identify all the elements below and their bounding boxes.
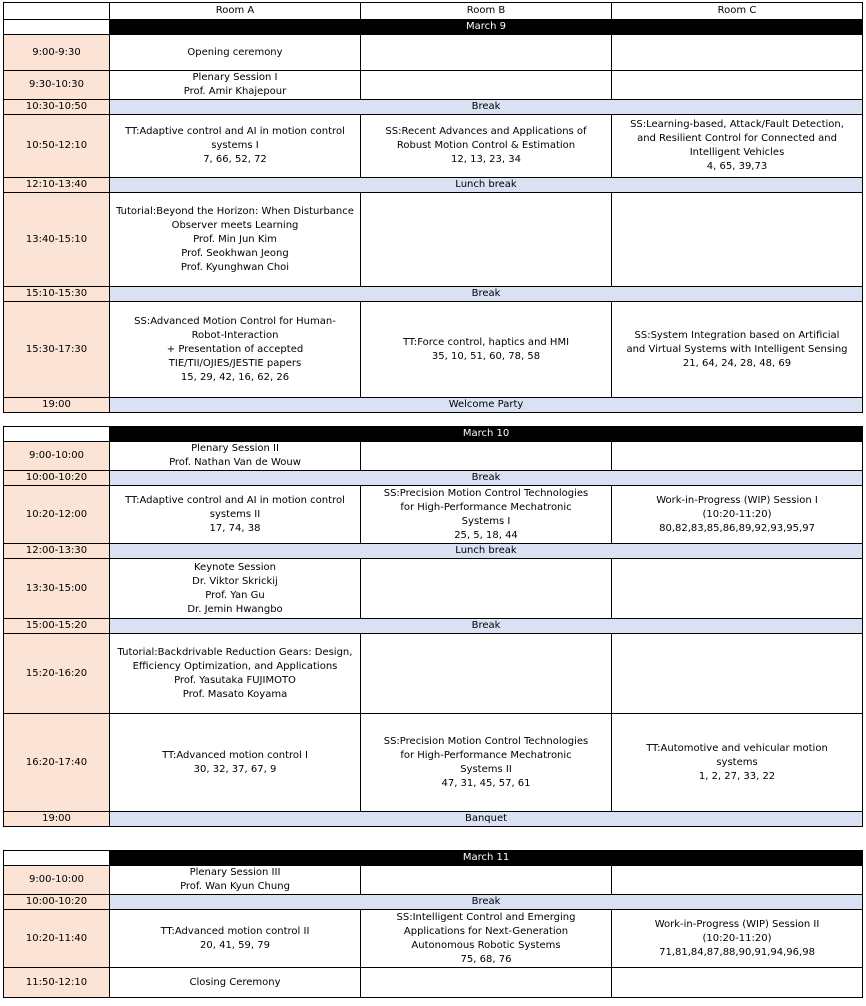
break-row <box>4 178 863 193</box>
session-text-line: Plenary Session I <box>192 72 278 83</box>
session-text-line: Systems II <box>460 763 512 775</box>
session-text-line: SS:Recent Advances and Applications of <box>385 126 587 137</box>
session-text-line: TT:Adaptive control and AI in motion control <box>125 126 345 137</box>
session-text-line: 47, 31, 45, 57, 61 <box>441 777 531 789</box>
time-slot: 13:40-15:10 <box>4 193 110 287</box>
session-cell-room-a <box>110 714 361 812</box>
time-slot: 10:00-10:20 <box>4 471 110 486</box>
session-text-line: Dr. Jemin Hwangbo <box>187 603 283 615</box>
session-cell-room-b <box>361 115 612 178</box>
session-text-line: SS:Advanced Motion Control for Human- <box>134 315 336 327</box>
session-cell-room-c <box>612 866 863 895</box>
time-slot: 15:20-16:20 <box>4 634 110 714</box>
break-row <box>4 471 863 486</box>
session-cell-room-b <box>361 193 612 287</box>
session-text-line: Robot-Interaction <box>191 329 279 341</box>
session-cell-room-c <box>612 35 863 71</box>
day-header-blank <box>4 427 110 442</box>
session-text-line: 12, 13, 23, 34 <box>451 154 521 165</box>
time-slot: 10:20-12:00 <box>4 486 110 544</box>
time-slot: 10:50-12:10 <box>4 115 110 178</box>
time-slot: 10:20-11:40 <box>4 910 110 968</box>
session-cell-room-b <box>361 442 612 471</box>
session-text-line: 30, 32, 37, 67, 9 <box>193 763 277 775</box>
session-cell-room-c <box>612 442 863 471</box>
session-text-line: Plenary Session II <box>191 443 279 454</box>
session-cell-room-c <box>612 714 863 812</box>
break-row <box>4 398 863 413</box>
room-header-a: Room A <box>110 3 361 20</box>
session-cell-room-a <box>110 193 361 287</box>
session-text-line: SS:Intelligent Control and Emerging <box>396 911 576 923</box>
break-label: Banquet <box>110 812 863 827</box>
session-text-line: Dr. Viktor Skrickij <box>192 575 278 587</box>
session-text-line: Prof. Yasutaka FUJIMOTO <box>174 674 296 686</box>
time-slot: 19:00 <box>4 812 110 827</box>
session-text-line: Prof. Nathan Van de Wouw <box>169 457 301 468</box>
break-label: Welcome Party <box>110 398 863 413</box>
session-cell-room-a <box>110 442 361 471</box>
session-row <box>4 714 863 812</box>
schedule-table-day2 <box>3 426 863 827</box>
session-text-line: Tutorial:Beyond the Horizon: When Disturbance <box>116 205 354 217</box>
time-slot: 11:50-12:10 <box>4 968 110 998</box>
break-row <box>4 619 863 634</box>
session-text-line: Work-in-Progress (WIP) Session II <box>654 918 820 930</box>
session-row <box>4 115 863 178</box>
session-cell-room-c <box>612 115 863 178</box>
session-text-line: + Presentation of accepted <box>166 343 304 355</box>
session-text-line: Intelligent Vehicles <box>689 147 785 158</box>
session-text-line: TT:Advanced motion control I <box>162 749 308 761</box>
break-label: Lunch break <box>110 544 863 559</box>
session-cell-room-c <box>612 968 863 998</box>
session-cell-room-b <box>361 559 612 619</box>
session-cell-room-c <box>612 486 863 544</box>
day-date: March 10 <box>110 427 863 442</box>
break-label: Break <box>110 471 863 486</box>
session-text-line: (10:20-11:20) <box>702 508 772 520</box>
session-text-line: SS:Precision Motion Control Technologies <box>383 487 589 499</box>
time-slot: 16:20-17:40 <box>4 714 110 812</box>
session-row <box>4 968 863 998</box>
session-text-line: SS:Precision Motion Control Technologies <box>383 735 589 747</box>
break-label: Break <box>110 287 863 302</box>
session-text-line: and Virtual Systems with Intelligent Sensing <box>626 343 848 355</box>
session-cell-room-a <box>110 35 361 71</box>
session-cell-room-c <box>612 302 863 398</box>
session-cell-room-c <box>612 910 863 968</box>
session-text-line: 17, 74, 38 <box>209 522 261 534</box>
session-cell-room-c <box>612 193 863 287</box>
session-text-line: 80,82,83,85,86,89,92,93,95,97 <box>659 522 815 534</box>
session-text-line: Prof. Wan Kyun Chung <box>180 881 290 892</box>
session-text-line: Applications for Next-Generation <box>403 925 569 937</box>
session-text-line: (10:20-11:20) <box>702 932 772 944</box>
session-cell-room-b <box>361 968 612 998</box>
session-cell-room-a <box>110 968 361 998</box>
session-text-line: and Resilient Control for Connected and <box>637 133 837 144</box>
time-slot: 9:00-9:30 <box>4 35 110 71</box>
session-cell-room-b <box>361 866 612 895</box>
session-text-line: SS:Learning-based, Attack/Fault Detection, <box>630 119 844 130</box>
break-row <box>4 544 863 559</box>
day-date: March 9 <box>110 20 863 35</box>
time-slot: 15:30-17:30 <box>4 302 110 398</box>
session-text-line: Opening ceremony <box>187 46 283 58</box>
session-cell-room-b <box>361 486 612 544</box>
session-cell-room-b <box>361 910 612 968</box>
session-cell-room-c <box>612 71 863 100</box>
break-label: Lunch break <box>110 178 863 193</box>
day-header-blank <box>4 851 110 866</box>
session-cell-room-a <box>110 866 361 895</box>
room-header-row <box>4 3 863 20</box>
session-row <box>4 866 863 895</box>
day-date: March 11 <box>110 851 863 866</box>
session-cell-room-a <box>110 71 361 100</box>
time-slot: 10:00-10:20 <box>4 895 110 910</box>
session-cell-room-a <box>110 634 361 714</box>
session-text-line: Efficiency Optimization, and Applications <box>132 660 338 672</box>
session-text-line: SS:System Integration based on Artificial <box>634 329 840 341</box>
time-slot: 15:00-15:20 <box>4 619 110 634</box>
session-row <box>4 302 863 398</box>
break-row <box>4 812 863 827</box>
time-slot: 12:00-13:30 <box>4 544 110 559</box>
session-cell-room-a <box>110 115 361 178</box>
session-text-line: Systems I <box>461 515 511 527</box>
session-text-line: 15, 29, 42, 16, 62, 26 <box>180 371 290 383</box>
time-slot: 9:00-10:00 <box>4 866 110 895</box>
session-text-line: Observer meets Learning <box>171 219 299 231</box>
session-text-line: systems <box>716 756 758 768</box>
session-text-line: Robust Motion Control & Estimation <box>396 140 576 151</box>
break-row <box>4 287 863 302</box>
session-text-line: TT:Automotive and vehicular motion <box>646 742 828 754</box>
session-row <box>4 442 863 471</box>
session-cell-room-a <box>110 559 361 619</box>
time-slot: 19:00 <box>4 398 110 413</box>
session-cell-room-a <box>110 486 361 544</box>
session-cell-room-b <box>361 35 612 71</box>
session-text-line: TT:Advanced motion control II <box>160 925 310 937</box>
break-label: Break <box>110 619 863 634</box>
schedule-table-day3 <box>3 850 863 998</box>
time-slot: 9:30-10:30 <box>4 71 110 100</box>
session-text-line: Prof. Yan Gu <box>205 589 265 601</box>
session-cell-room-a <box>110 302 361 398</box>
header-corner <box>4 3 110 20</box>
session-cell-room-b <box>361 634 612 714</box>
session-text-line: systems II <box>209 508 261 520</box>
session-row <box>4 35 863 71</box>
session-cell-room-c <box>612 559 863 619</box>
session-text-line: Prof. Amir Khajepour <box>183 86 287 97</box>
time-slot: 13:30-15:00 <box>4 559 110 619</box>
session-cell-room-b <box>361 714 612 812</box>
schedule-table-day1 <box>3 2 863 413</box>
session-text-line: Prof. Masato Koyama <box>182 688 288 700</box>
session-cell-room-b <box>361 302 612 398</box>
time-slot: 12:10-13:40 <box>4 178 110 193</box>
day-header-row <box>4 851 863 866</box>
session-text-line: 35, 10, 51, 60, 78, 58 <box>431 350 541 362</box>
session-text-line: systems I <box>211 140 259 151</box>
time-slot: 10:30-10:50 <box>4 100 110 115</box>
day-header-row <box>4 427 863 442</box>
day-header-blank <box>4 20 110 35</box>
session-cell-room-c <box>612 634 863 714</box>
session-text-line: Prof. Min Jun Kim <box>193 233 277 245</box>
session-row <box>4 634 863 714</box>
session-text-line: TIE/TII/OJIES/JESTIE papers <box>168 357 302 369</box>
session-text-line: Tutorial:Backdrivable Reduction Gears: Design, <box>117 646 353 658</box>
session-text-line: Closing Ceremony <box>189 976 281 988</box>
break-label: Break <box>110 895 863 910</box>
session-text-line: 25, 5, 18, 44 <box>454 529 518 541</box>
session-cell-room-a <box>110 910 361 968</box>
session-text-line: 75, 68, 76 <box>460 953 512 965</box>
session-text-line: Autonomous Robotic Systems <box>411 939 561 951</box>
session-text-line: 4, 65, 39,73 <box>706 161 768 172</box>
time-slot: 9:00-10:00 <box>4 442 110 471</box>
session-text-line: Prof. Seokhwan Jeong <box>181 247 289 259</box>
session-text-line: 7, 66, 52, 72 <box>203 154 267 165</box>
session-text-line: Plenary Session III <box>189 867 281 878</box>
session-text-line: TT:Force control, haptics and HMI <box>402 336 570 348</box>
session-row <box>4 910 863 968</box>
time-slot: 15:10-15:30 <box>4 287 110 302</box>
session-text-line: TT:Adaptive control and AI in motion control <box>125 494 345 506</box>
day-header-row <box>4 20 863 35</box>
room-header-c: Room C <box>612 3 863 20</box>
session-text-line: 21, 64, 24, 28, 48, 69 <box>682 357 792 369</box>
session-row <box>4 559 863 619</box>
session-row <box>4 71 863 100</box>
session-text-line: Work-in-Progress (WIP) Session I <box>656 494 818 506</box>
session-cell-room-b <box>361 71 612 100</box>
room-header-b: Room B <box>361 3 612 20</box>
session-text-line: Keynote Session <box>194 561 276 573</box>
session-row <box>4 486 863 544</box>
break-row <box>4 100 863 115</box>
break-row <box>4 895 863 910</box>
session-text-line: for High-Performance Mechatronic <box>400 749 572 761</box>
session-text-line: Prof. Kyunghwan Choi <box>180 261 290 273</box>
session-text-line: 20, 41, 59, 79 <box>200 939 270 951</box>
session-text-line: for High-Performance Mechatronic <box>400 501 572 513</box>
session-text-line: 1, 2, 27, 33, 22 <box>698 770 776 782</box>
session-text-line: 71,81,84,87,88,90,91,94,96,98 <box>659 946 815 958</box>
session-row <box>4 193 863 287</box>
break-label: Break <box>110 100 863 115</box>
